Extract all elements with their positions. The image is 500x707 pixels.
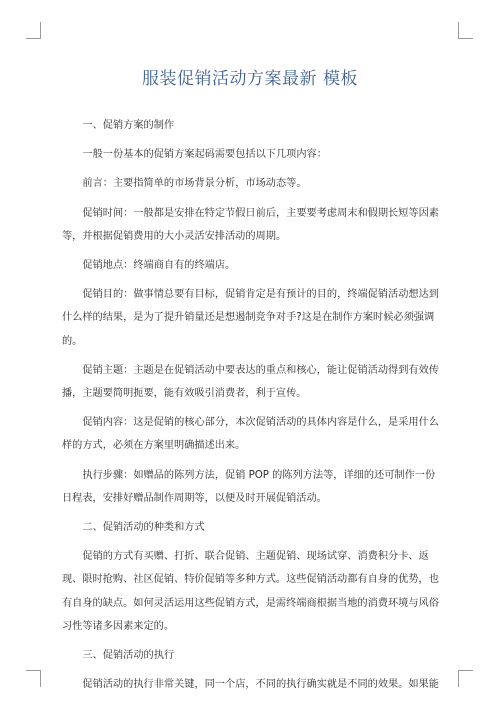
document-body <box>62 114 442 702</box>
paragraph: 前言：主要指简单的市场背景分析，市场动态等。 <box>82 178 307 190</box>
crop-mark-top-left <box>26 22 41 39</box>
paragraph: 执行步骤：如赠品的陈列方法，促销 POP 的陈列方法等，详细的还可制作一份日程表，安排好赠品制作周期等，以便及时开展促销活动。 <box>62 469 436 504</box>
paragraph: 促销内容：这是促销的核心部分，本次促销活动的具体内容是什么，是采用什么样的方式，必须在方案里明确描述出来。 <box>62 417 439 452</box>
paragraph: 促销地点：终端商自有的终端店。 <box>82 260 236 272</box>
paragraph: 促销时间：一般都是安排在特定节假日前后，主要要考虑周末和假期长短等因素等，并根据促销费用的大小灵活安排活动的周期。 <box>62 207 439 242</box>
paragraph: 促销活动的执行非常关键，同一个店，不同的执行确实就是不同的效果。如果能 <box>82 679 439 691</box>
paragraph: 促销目的：做事情总要有目标，促销肯定是有预计的目的，终端促销活动想达到什么样的结果，是为了提升销量还是想遏制竞争对手?这是在制作方案时候必须强调的。 <box>62 289 439 347</box>
paragraph: 一般一份基本的促销方案起码需要包括以下几项内容： <box>82 149 327 161</box>
document-title: 服装促销活动方案最新 模板 <box>142 69 358 89</box>
crop-mark-bottom-right <box>458 670 473 687</box>
section-heading: 三、促销活动的执行 <box>82 650 175 662</box>
paragraph: 促销主题：主题是在促销活动中要表达的重点和核心，能让促销活动得到有效传播，主题要简明扼要，能有效吸引消费者，利于宣传。 <box>62 364 439 400</box>
section-heading: 一、促销方案的制作 <box>82 120 175 131</box>
crop-mark-top-right <box>458 22 473 39</box>
paragraph: 促销的方式有买赠、打折、联合促销、主题促销、现场试穿、消费积分卡、返现、限时抢购、社区促销、特价促销等多种方式。这些促销活动都有自身的优势，也有自身的缺点。如何灵活运用这些促销方式，是需终端商根据当地的消费环境与风俗习性等诸多因素来定的。 <box>62 551 439 632</box>
section-heading: 二、促销活动的种类和方式 <box>82 522 205 534</box>
crop-mark-bottom-left <box>26 670 41 687</box>
